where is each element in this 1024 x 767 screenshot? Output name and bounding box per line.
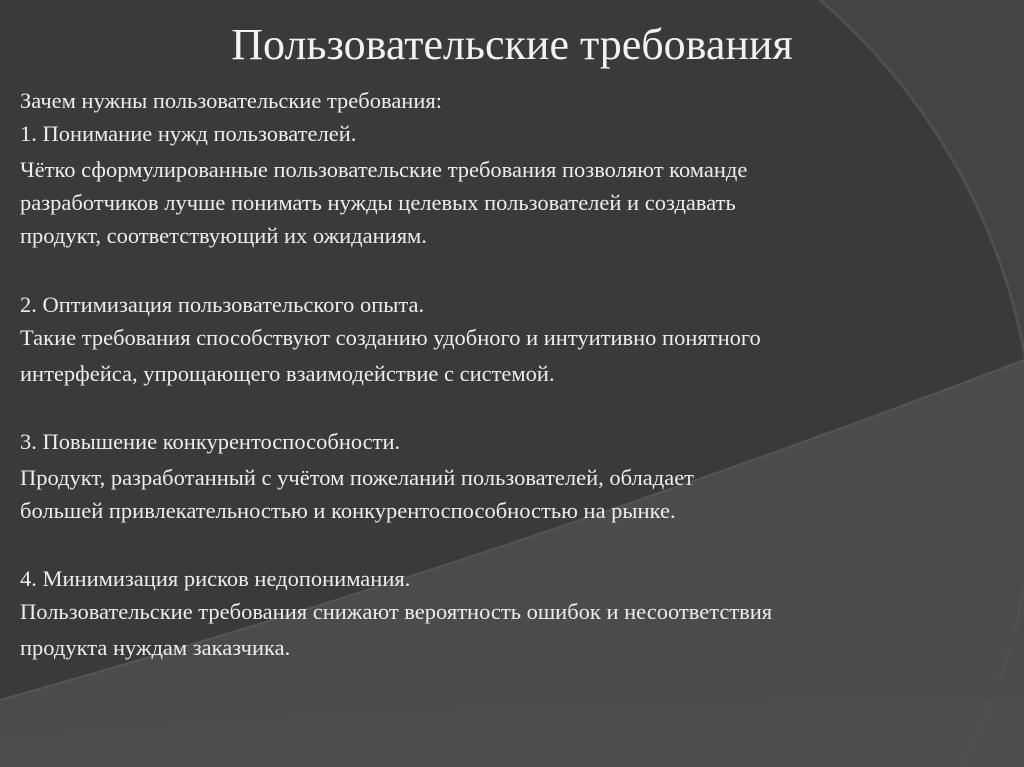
- slide-title: Пользовательские требования: [231, 20, 793, 69]
- body-line: Чётко сформулированные пользовательские требования позволяют команде: [20, 157, 748, 182]
- body-line: Продукт, разработанный с учётом пожеланий пользователей, обладает: [20, 465, 695, 490]
- body-line: интерфейса, упрощающего взаимодействие с системой.: [20, 361, 555, 386]
- body-line: Пользовательские требования снижают вероятность ошибок и несоответствия: [20, 599, 773, 624]
- body-line: 2. Оптимизация пользовательского опыта.: [20, 292, 425, 317]
- body-line: 3. Повышение конкурентоспособности.: [20, 429, 401, 454]
- body-line: 1. Понимание нужд пользователей.: [20, 121, 357, 146]
- body-line: 4. Минимизация рисков недопонимания.: [20, 566, 411, 591]
- body-line: продукт, соответствующий их ожиданиям.: [20, 223, 427, 248]
- body-line: продукта нуждам заказчика.: [20, 635, 291, 660]
- body-line: разработчиков лучше понимать нужды целевых пользователей и создавать: [20, 190, 736, 215]
- body-line: Такие требования способствуют созданию удобного и интуитивно понятного: [20, 325, 761, 350]
- body-line: большей привлекательностью и конкурентоспособностью на рынке.: [20, 498, 676, 523]
- body-line: Зачем нужны пользовательские требования:: [20, 88, 442, 113]
